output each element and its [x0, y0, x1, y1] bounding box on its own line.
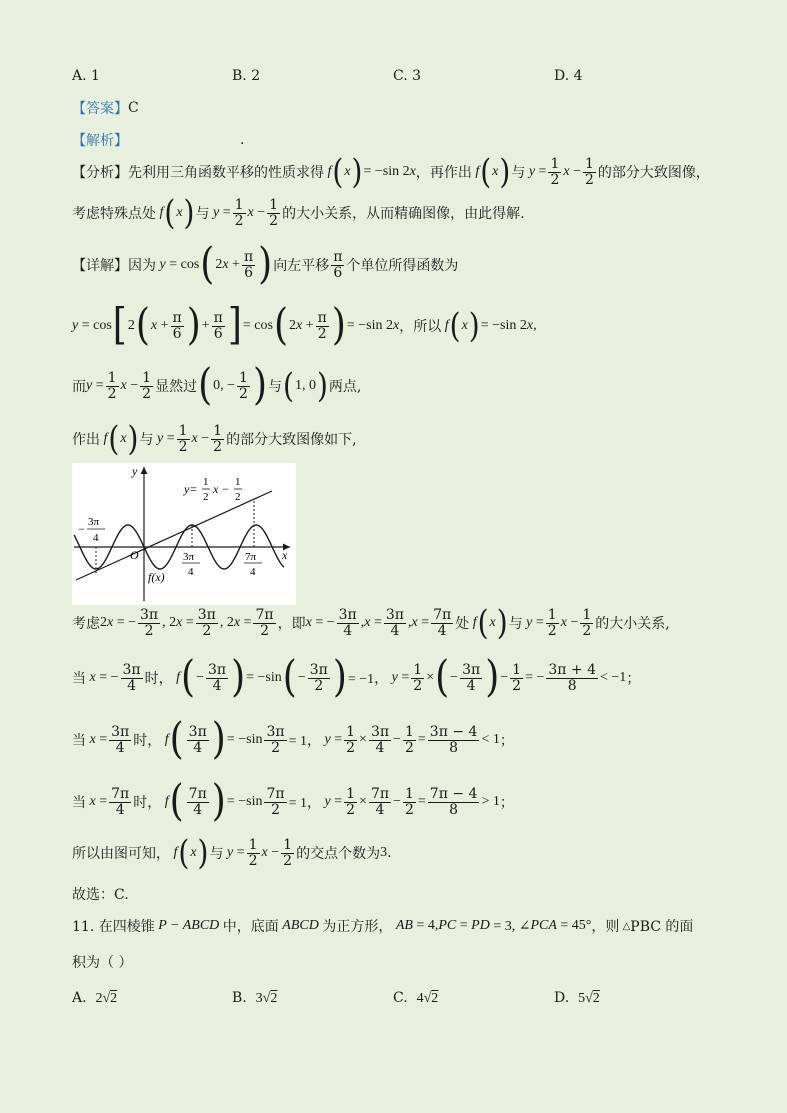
- line-y: [76, 491, 272, 580]
- line-label: [183, 476, 242, 503]
- svg-text:y=: y=: [184, 482, 198, 496]
- fenxi-line-2: 考虑特殊点处 f ( x ) 与 y = $\frac{1}{2}$ x − $\frac{1}{2}$ 的大小关系，从而精确图像，由此得解.: [72, 192, 525, 233]
- tick-3pi4: [182, 551, 200, 578]
- option-c: C. 3: [393, 68, 422, 84]
- svg-text:4: 4: [93, 532, 99, 544]
- q11-option-c: C. 4√2: [393, 990, 439, 1006]
- svg-text:4: 4: [188, 566, 194, 578]
- svg-text:2: 2: [235, 491, 241, 503]
- q11-option-b: B. 3√2: [232, 990, 278, 1006]
- answer-label: 【答案】: [72, 101, 128, 117]
- xiangjie-line-4: 作出 f ( x ) 与 y = $\frac{1}{2}$ x − $\frac{1}{2}$ 的部分大致图像如下,: [72, 418, 357, 459]
- svg-text:3π: 3π: [88, 516, 100, 528]
- case-line-2: 当 x = $\frac{3\pi}{4}$ 时， f ( 3π 4 ) = −sin $\frac{3\pi}{2}$ = 1， y = $\frac{1}{2}$ × $\frac{3\pi}{4}$ − $\frac{1}{2}$ = $\frac{3\pi - 4}{8}$ < 1 ；: [72, 714, 514, 764]
- analysis-label: 【解析】: [72, 133, 128, 149]
- svg-text:3π: 3π: [183, 551, 195, 563]
- analysis-line: 【解析】 .: [72, 132, 245, 149]
- tick-neg-3pi4: [78, 516, 105, 544]
- curve-label: f(x): [148, 570, 165, 584]
- xiangjie-line-2: y = cos [ 2 ( x + $\frac{\pi}{6}$ ) + $\frac{\pi}{6}$ ] = cos ( 2 x + $\frac{\pi}{2}$ ) = −sin 2 x ，所以 f ( x ) = −sin 2 x ,: [72, 300, 537, 350]
- conclusion-line: 所以由图可知， f ( x ) 与 y = $\frac{1}{2}$ x − $\frac{1}{2}$ 的交点个数为 3 .: [72, 832, 392, 873]
- select-line: 故选：C.: [72, 887, 129, 903]
- consider-line: 考虑 2 x = − $\frac{3\pi}{2}$ , 2 x = $\frac{3\pi}{2}$ , 2 x = $\frac{7\pi}{2}$ ，即 x = − $\frac{3\pi}{4}$ , x = $\frac{3\pi}{4}$ , x = $\frac{7\pi}{4}$ 处 f ( x ) 与 y = $\frac{1}{2}$ x − $\frac{1}{2}$ 的大小关系,: [72, 602, 670, 643]
- answer-line: [72, 98, 139, 118]
- q11-line-1: 11. 在四棱锥 P − ABCD 中，底面 ABCD 为正方形， AB = 4, PC = PD = 3, ∠ PCA = 45° ，则 △ PBC 的面: [72, 918, 694, 935]
- case-line-1: 当 x = − $\frac{3\pi}{4}$ 时， f ( − $\frac{3\pi}{4}$ ) = −sin ( − $\frac{3\pi}{2}$ ) = −1， y = $\frac{1}{2}$ × ( − $\frac{3\pi}{4}$ ) − $\frac{1}{2}$ = − $\frac{3\pi + 4}{8}$ < −1 ；: [72, 652, 641, 702]
- option-d: D. 4: [554, 68, 583, 84]
- option-a: A. 1: [72, 68, 100, 84]
- case-line-3: 当 x = $\frac{7\pi}{4}$ 时， f ( 7π 4 ) = −sin $\frac{7\pi}{2}$ = 1， y = $\frac{1}{2}$ × $\frac{7\pi}{4}$ − $\frac{1}{2}$ = $\frac{7\pi - 4}{8}$ > 1 ；: [72, 776, 514, 826]
- svg-text:1: 1: [203, 476, 209, 488]
- svg-text:2: 2: [203, 491, 209, 503]
- svg-text:7π: 7π: [245, 551, 257, 563]
- q11-option-a: A. 2√2: [72, 990, 118, 1006]
- x-axis-label: x: [282, 548, 288, 562]
- fenxi-line-1: 【分析】 先利用三角函数平移的性质求得 f ( x ) = −sin 2 x ，再作出 f ( x ) 与 y = $\frac{1}{2}$ x − $\frac{1}{2}$ 的部分大致图像，: [72, 151, 710, 192]
- svg-text:x −: x −: [213, 482, 230, 496]
- xiangjie-line-3: 而 y = $\frac{1}{2}$ x − $\frac{1}{2}$ 显然过 ( 0, − $\frac{1}{2}$ ) 与 ( 1, 0 ) 两点,: [72, 360, 362, 410]
- xiangjie-line-1: 【详解】 因为 y = cos ( 2 x + $\frac{\pi}{6}$ ) 向左平移 π 6 个单位所得函数为: [72, 239, 459, 289]
- y-axis-label: y: [132, 464, 138, 478]
- option-b: B. 2: [232, 68, 261, 84]
- svg-text:4: 4: [250, 566, 256, 578]
- svg-text:1: 1: [235, 476, 241, 488]
- tick-7pi4: [244, 551, 262, 578]
- origin-label: O: [130, 548, 139, 562]
- q11-line-2: 积为（ ）: [72, 955, 133, 971]
- graph-svg: [72, 463, 296, 605]
- q11-option-d: D. 5√2: [554, 990, 600, 1006]
- svg-text:−: −: [78, 522, 85, 536]
- function-graph: [72, 463, 296, 605]
- answer-value: C: [128, 100, 139, 116]
